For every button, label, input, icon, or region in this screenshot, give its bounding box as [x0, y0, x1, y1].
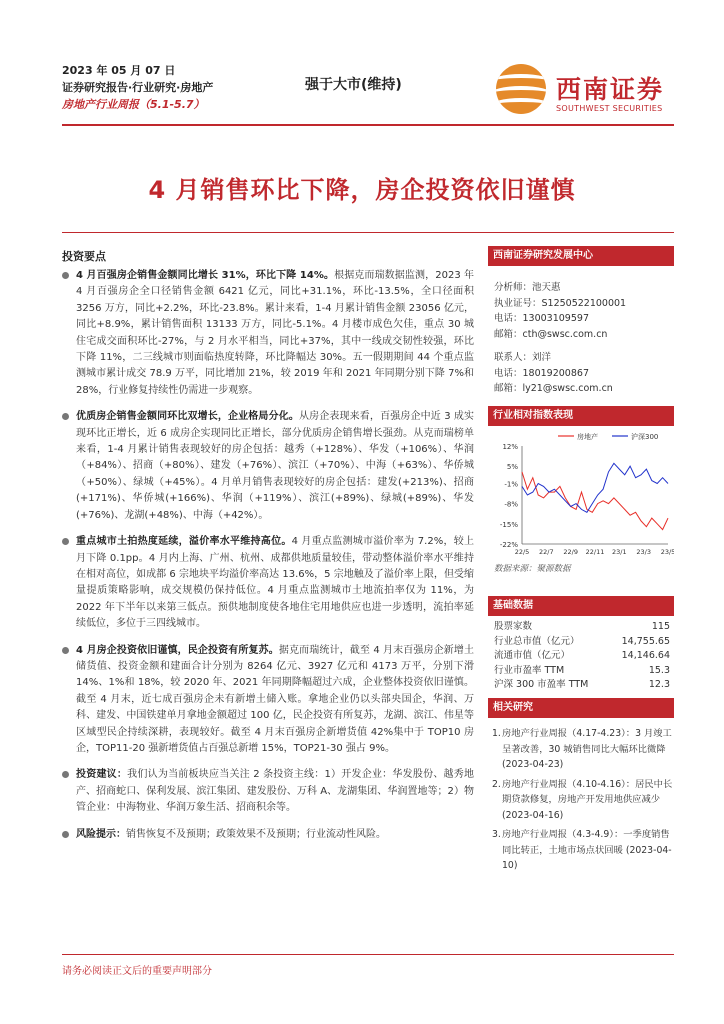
report-date: 2023 年 05 月 07 日: [62, 64, 176, 77]
related-item[interactable]: [488, 827, 674, 874]
x-tick-label: 23/5: [660, 548, 674, 556]
summary-bullet: [62, 767, 474, 816]
bullet-icon: [62, 538, 69, 545]
x-tick-label: 22/9: [563, 548, 578, 556]
bullet-icon: [62, 413, 69, 420]
related-text: 房地产行业周报（4.17-4.23）：3 月竣工呈著改善，30 城销售同比大幅环比微降 (2023-04-23): [502, 728, 672, 770]
index-chart-section: [488, 406, 674, 574]
basic-data-row: [488, 620, 674, 635]
y-tick-label: 12%: [502, 443, 518, 451]
analyst-email[interactable]: 邮箱：cth@swsc.com.cn: [494, 328, 608, 340]
report-category: 证券研究报告·行业研究·房地产: [62, 81, 214, 94]
x-tick-label: 22/11: [585, 548, 605, 556]
series-line-benchmark: [522, 463, 668, 512]
header-rule: [62, 124, 674, 126]
bullet-icon: [62, 272, 69, 279]
rating: 强于大市(维持): [305, 77, 402, 93]
chart-source: 数据来源：聚源数据: [494, 564, 571, 574]
related-text: 房地产行业周报（4.10-4.16）：居民中长期贷款修复，房地产开发用地供应减少 (2023-04-16): [502, 778, 673, 821]
y-tick-label: -15%: [499, 520, 518, 529]
related-item[interactable]: [488, 726, 674, 773]
row-label: 流通市值（亿元）: [494, 650, 571, 661]
index-chart: [488, 426, 674, 558]
logo-english: SOUTHWEST SECURITIES: [556, 104, 663, 113]
footer-rule: [62, 954, 674, 955]
bullet-text: 据克而瑞统计，截至 4 月末百强房企新增土储货值、投资金额和建面合计分别为 8264 亿元、3927 亿元和 4173 万平，分别下滑 14%、1%和 18%，较 2020 年、2021 年同期降幅超过六成，企业整体投资依旧谨慎。截至 4 月末，近七成百强房企未有新增土储入账。拿地企业仍以头部央国企，华润、万科、建发、中国铁建单月拿地金额超过 100 亿，民企投资有所复苏，龙湖、滨江、伟星等区域型民企持续深耕，表现较好。截至 4 月末百强房企新增货值 42%集中于 TOP10 房企，TOP11-20 强新增货值占百强总新增 15%，TOP21-30 强占 9%。: [76, 644, 474, 754]
bullet-icon: [62, 771, 69, 778]
x-tick-label: 23/1: [612, 548, 627, 556]
contact-name: 联系人：刘洋: [494, 352, 552, 363]
x-tick-label: 23/3: [636, 548, 651, 556]
bullet-lead: 4 月百强房企销售金额同比增长 31%，环比下降 14%。: [76, 270, 335, 281]
x-tick-label: 22/7: [539, 548, 554, 556]
summary-list: [62, 268, 474, 843]
bullet-lead: 优质房企销售金额同环比双增长，企业格局分化。: [76, 411, 299, 423]
bullet-icon: [62, 831, 69, 838]
x-tick-label: 22/5: [514, 548, 530, 556]
analyst-name: 分析师：池天惠: [494, 282, 561, 293]
basic-data-table: [488, 616, 674, 693]
row-value: 14,755.65: [621, 635, 670, 647]
bullet-lead: 风险提示：: [76, 828, 126, 840]
report-header: [62, 62, 213, 113]
summary-bullet: [62, 643, 474, 758]
y-tick-label: -1%: [504, 480, 518, 489]
research-center-heading: 西南证券研究发展中心: [488, 246, 674, 266]
title-rule: [62, 232, 674, 233]
row-label: 沪深 300 市盈率 TTM: [494, 679, 589, 690]
contact-email[interactable]: 邮箱：ly21@swsc.com.cn: [494, 383, 613, 394]
bullet-lead: 重点城市土拍热度延续，溢价率水平维持高位。: [76, 536, 292, 548]
summary-bullet: [62, 409, 474, 524]
related-list: [488, 718, 674, 874]
series-line-sector: [522, 472, 668, 530]
related-num: 3.: [492, 829, 501, 840]
page-title: 4 月销售环比下降，房企投资依旧谨慎: [148, 176, 576, 204]
basic-data-row: [488, 664, 674, 679]
research-center: [488, 246, 674, 397]
logo-text: 西南证券: [556, 75, 665, 104]
basic-data-heading: 基础数据: [488, 596, 674, 616]
bullet-text: 根据克而瑞数据监测，2023 年 4 月百强房企全口径销售金额 6421 亿元，同比+31.1%，环比-13.5%，全口径面积 3256 万方，同比+2.2%，环比-23.8%。累计来看，1-4 月累计销售金额 23056 亿元，同比+8.9%，累计销售面积 13133 万方，同比-5.1%。4 月楼市成色欠佳，重点 30 城住宅成交面积环比-27%，与 2 月水平相当，同比+37%，其中一线成交韧性较强，环比下降 11%，二三线城市则面临热度转降，环比降幅达 30%。五一假期期间 44 个重点监测城市累计成交 78.9 万平，同比增加 21%，较 2019 年和 2021 年同期分别下降 7%和 28%，行业修复持续性仍需进一步观察。: [76, 270, 474, 396]
bullet-lead: 4 月房企投资依旧谨慎，民企投资有所复苏。: [76, 644, 279, 656]
contact-phone: 电话：18019200867: [494, 367, 589, 379]
basic-data-row: [488, 635, 674, 650]
research-contacts: [488, 266, 674, 397]
summary-bullet: [62, 827, 474, 843]
legend-label-benchmark: 沪深300: [631, 433, 659, 441]
related-research-section: [488, 698, 674, 878]
legend-label-sector: 房地产: [577, 433, 598, 441]
logo-icon: [496, 64, 546, 114]
y-tick-label: 5%: [506, 463, 518, 472]
row-label: 行业总市值（亿元）: [494, 635, 580, 647]
related-item[interactable]: [488, 777, 674, 824]
analyst-license: 执业证号：S1250522100001: [494, 297, 627, 309]
footer-disclaimer[interactable]: 请务必阅读正文后的重要声明部分: [62, 966, 212, 977]
report-name: 房地产行业周报（5.1-5.7）: [62, 98, 205, 111]
bullet-lead: 投资建议：: [76, 769, 128, 781]
index-chart-heading: 行业相对指数表现: [488, 406, 674, 426]
analyst-phone: 电话：13003109597: [494, 313, 589, 324]
row-value: 115: [651, 621, 670, 632]
related-text: 房地产行业周报（4.3-4.9）：一季度销售同比转正，土地市场点状回暖 (2023-04-10): [502, 829, 672, 871]
basic-data-row: [488, 649, 674, 664]
summary-bullet: [62, 268, 474, 399]
bullet-text: 从房企表现来看，百强房企中近 3 成实现环比正增长，近 6 成房企实现同比正增长，部分优质房企销售增长强劲。从克而瑞榜单来看，1-4 月累计销售表现较好的房企包括：越秀（+128%）、华发（+106%）、华润（+84%）、招商（+80%）、建发（+76%）、滨江（+70%）、中海（+63%）、华侨城（+50%）、绿城（+45%）。4 月单月销售表现较好的房企包括：建发(+213%)、招商(+171%)、华侨城(+166%)、华润（+119%）、滨江(+89%)、绿城(+89%)、华发(+76%)、龙湖(+48%)、中海（+42%）。: [76, 411, 474, 521]
bullet-text: 我们认为当前板块应当关注 2 条投资主线：1）开发企业：华发股份、越秀地产、招商蛇口、保利发展、滨江集团、建发股份、万科 A、龙湖集团、华润置地等；2）物管企业：中海物业、华润万象生活、招商积余等。: [76, 769, 475, 814]
row-label: 行业市盈率 TTM: [494, 664, 565, 676]
row-value: 14,146.64: [621, 650, 670, 661]
bullet-text: 4 月重点监测城市溢价率为 7.2%，较上月下降 0.1pp。4 月内上海、广州、杭州、成都供地质量较佳，带动整体溢价率水平维持在相对高位，如成都 6 宗地块平均溢价率高达 13.6%，5 宗地触及了溢价率上限，但受缩量提质策略影响，成交规模仍保持低位。4 月重点监测城市土地流拍率仅为 11%，为 2022 年下半年以来第三低点。预供地制度使各地住宅用地供应也进一步透明，流拍率延续低位，多位于三四线城市。: [76, 536, 475, 630]
related-num: 2.: [492, 778, 501, 790]
summary-heading: 投资要点: [62, 250, 106, 263]
basic-data-section: [488, 596, 674, 693]
related-heading: 相关研究: [488, 698, 674, 718]
basic-data-row: [488, 678, 674, 693]
y-tick-label: -8%: [504, 500, 518, 509]
related-num: 1.: [492, 728, 501, 739]
summary-bullet: [62, 534, 474, 632]
bullet-icon: [62, 647, 69, 654]
row-value: 12.3: [648, 679, 670, 690]
y-tick-label: -22%: [499, 541, 518, 549]
row-label: 股票家数: [494, 621, 533, 632]
bullet-text: 销售恢复不及预期；政策效果不及预期；行业流动性风险。: [126, 828, 386, 840]
row-value: 15.3: [648, 664, 670, 676]
